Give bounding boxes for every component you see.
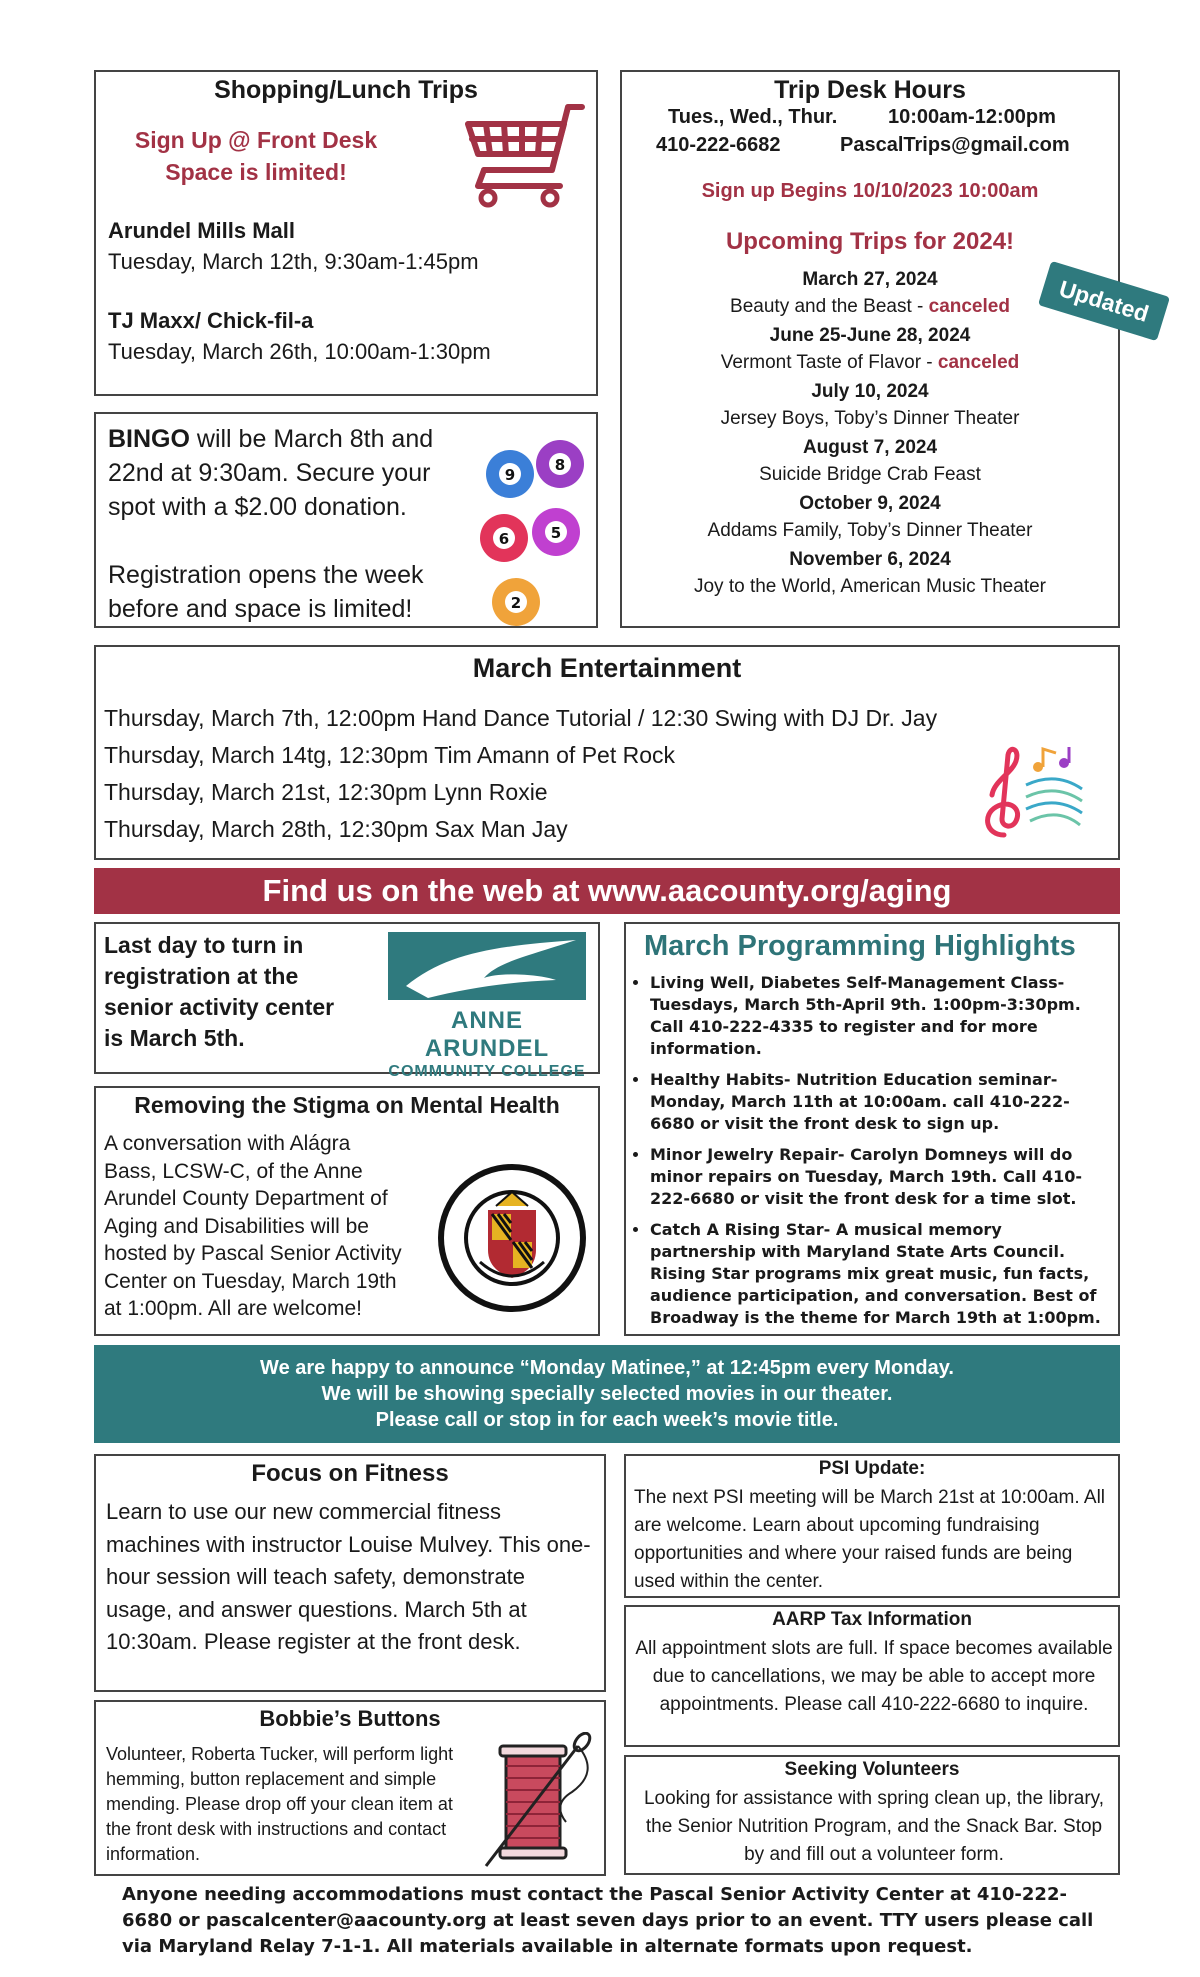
updated-badge: Updated — [1038, 261, 1170, 341]
programming-list — [626, 972, 1110, 1338]
aarp-box — [624, 1605, 1120, 1747]
buttons-title: Bobbie’s Buttons — [259, 1706, 441, 1731]
last-day-text: Last day to turn in registration at the senior activity center is March 5th. — [104, 932, 335, 1051]
shopping-title: Shopping/Lunch Trips — [214, 76, 478, 104]
shopping-signup — [106, 124, 406, 188]
trip-date: November 6, 2024 — [789, 549, 951, 570]
trip-date: October 9, 2024 — [799, 493, 941, 514]
trip-item — [622, 434, 1118, 490]
volunteers-title: Seeking Volunteers — [784, 1759, 960, 1780]
aarp-text: All appointment slots are full. If space becomes available due to cancellations, we may be able to accept more appointments. Please call 410-222-6680 to inquire. — [635, 1638, 1113, 1715]
programming-item: • Catch A Rising Star- A musical memory partnership with Maryland State Arts Council. Rising Star programs mix great music, fun facts, audience participation, and conversation. Best of Broadway is the theme for March 19th at 1:00pm. — [650, 1219, 1110, 1329]
trip-desk-title: Trip Desk Hours — [774, 76, 966, 104]
trip-event-name: Addams Family, Toby’s Dinner Theater — [707, 520, 1033, 541]
trip-event-name: Suicide Bridge Crab Feast — [759, 464, 981, 485]
shopping-trip-1 — [108, 218, 479, 275]
trip-date: March 27, 2024 — [802, 269, 938, 290]
shopping-signup-line-2: Space is limited! — [165, 159, 347, 185]
shopping-cart-icon — [456, 102, 586, 212]
bingo-details: will be March 8th and 22nd at 9:30am. Secure your spot with a $2.00 donation. — [108, 425, 434, 521]
buttons-box — [94, 1700, 606, 1876]
college-logo-icon — [388, 932, 586, 1000]
entertainment-line: Thursday, March 14tg, 12:30pm Tim Amann of Pet Rock — [104, 742, 676, 768]
web-banner: Find us on the web at www.aacounty.org/aging — [94, 868, 1120, 914]
music-notes-icon — [976, 745, 1088, 841]
trip-event-name: Beauty and the Beast - — [730, 296, 929, 317]
mental-health-box — [94, 1086, 600, 1336]
psi-title: PSI Update: — [818, 1458, 926, 1479]
trip-desk-phone: 410-222-6682 — [656, 134, 781, 156]
college-logo — [388, 932, 594, 1081]
county-seal-icon — [436, 1162, 588, 1314]
bingo-text-2: Registration opens the week before and space is limited! — [108, 561, 424, 623]
trip-event-name: Jersey Boys, Toby’s Dinner Theater — [720, 408, 1020, 429]
accommodations-footer: Anyone needing accommodations must contact the Pascal Senior Activity Center at 410-222-6680 or pascalcenter@aacounty.org at least seven days prior to an event. TTY users please call via Maryland Relay 7-1-1. All materials available in alternate formats upon request. — [122, 1884, 1094, 1957]
psi-box — [624, 1454, 1120, 1598]
trip-event-name: Joy to the World, American Music Theater — [693, 576, 1046, 597]
shopping-trips-box — [94, 70, 598, 396]
matinee-line-3: Please call or stop in for each week’s movie title. — [375, 1409, 839, 1431]
ball-number: 8 — [554, 456, 566, 474]
upcoming-trips-list — [622, 266, 1118, 602]
entertainment-line: Thursday, March 21st, 12:30pm Lynn Roxie — [104, 779, 548, 805]
matinee-line-1: We are happy to announce “Monday Matinee,” at 12:45pm every Monday. — [260, 1357, 954, 1379]
shopping-trip-1-time: Tuesday, March 12th, 9:30am-1:45pm — [108, 249, 479, 274]
trip-status: canceled — [937, 352, 1020, 373]
matinee-line-2: We will be showing specially selected movies in our theater. — [321, 1383, 893, 1405]
trip-item — [622, 490, 1118, 546]
bingo-balls-icon — [480, 440, 590, 630]
trip-desk-box — [620, 70, 1120, 628]
ball-number: 9 — [504, 466, 516, 484]
fitness-box — [94, 1454, 606, 1692]
trip-event-name: Vermont Taste of Flavor - — [720, 352, 938, 373]
entertainment-line: Thursday, March 7th, 12:00pm Hand Dance Tutorial / 12:30 Swing with DJ Dr. Jay — [104, 705, 938, 731]
mental-health-text: A conversation with Alágra Bass, LCSW-C, of the Anne Arundel County Department of Aging and Disabilities will be hosted by Pascal Senior Activity Center on Tuesday, March 19th at 1:00pm. All are welcome! — [104, 1132, 402, 1320]
trip-date: August 7, 2024 — [802, 437, 938, 458]
aarp-title: AARP Tax Information — [772, 1609, 972, 1630]
trip-item — [622, 322, 1118, 378]
programming-item: • Healthy Habits- Nutrition Education seminar- Monday, March 11th at 10:00am. call 410-222-6680 or visit the front desk to sign up. — [650, 1069, 1110, 1135]
trip-date: June 25-June 28, 2024 — [769, 325, 971, 346]
monday-matinee-banner — [94, 1345, 1120, 1443]
entertainment-title: March Entertainment — [472, 653, 742, 683]
shopping-trip-2-time: Tuesday, March 26th, 10:00am-1:30pm — [108, 339, 491, 364]
volunteers-text: Looking for assistance with spring clean up, the library, the Senior Nutrition Program, and the Snack Bar. Stop by and fill out a volunteer form. — [643, 1788, 1105, 1865]
trip-event — [622, 405, 1118, 434]
bingo-box — [94, 412, 598, 628]
college-logo-line-2: COMMUNITY COLLEGE — [388, 1063, 586, 1080]
trip-item — [622, 378, 1118, 434]
ball-number: 6 — [498, 530, 510, 548]
trip-event — [622, 573, 1118, 602]
bingo-text-1 — [108, 422, 468, 524]
trip-desk-signup-date: Sign up Begins 10/10/2023 10:00am — [701, 180, 1039, 202]
fitness-title: Focus on Fitness — [251, 1460, 449, 1487]
trip-desk-email: PascalTrips@gmail.com — [840, 134, 1070, 156]
buttons-text: Volunteer, Roberta Tucker, will perform light hemming, button replacement and simple mending. Please drop off your clean item at the front desk with instructions and contact information. — [106, 1744, 454, 1864]
upcoming-trips-title: Upcoming Trips for 2024! — [725, 228, 1015, 255]
trip-date: July 10, 2024 — [811, 381, 929, 402]
volunteers-box — [624, 1755, 1120, 1875]
trip-desk-hours: 10:00am-12:00pm — [888, 106, 1056, 128]
ball-number: 5 — [550, 524, 562, 542]
mental-health-title: Removing the Stigma on Mental Health — [134, 1092, 560, 1118]
psi-text: The next PSI meeting will be March 21st at 10:00am. All are welcome. Learn about upcoming fundraising opportunities and where your raised funds are being used within the center. — [634, 1487, 1106, 1592]
bingo-bold-word: BINGO — [108, 425, 190, 453]
entertainment-box — [94, 645, 1120, 860]
entertainment-line: Thursday, March 28th, 12:30pm Sax Man Jay — [104, 816, 568, 842]
thread-spool-icon — [482, 1732, 600, 1872]
shopping-trip-1-location: Arundel Mills Mall — [108, 218, 296, 243]
college-logo-line-1: ANNE ARUNDEL — [424, 1007, 550, 1062]
fitness-text: Learn to use our new commercial fitness machines with instructor Louise Mulvey. This one-hour session will teach safety, demonstrate usage, and answer questions. March 5th at 10:30am. Please register at the front desk. — [106, 1499, 591, 1654]
shopping-signup-line-1: Sign Up @ Front Desk — [134, 127, 378, 153]
trip-item — [622, 546, 1118, 602]
programming-box — [624, 922, 1120, 1336]
ball-number: 2 — [510, 594, 522, 612]
trip-status: canceled — [928, 296, 1010, 317]
trip-desk-days: Tues., Wed., Thur. — [668, 106, 838, 128]
trip-event — [622, 349, 1118, 378]
programming-item: • Living Well, Diabetes Self-Management Class- Tuesdays, March 5th-April 9th. 1:00pm-3:30pm. Call 410-222-4335 to register and for more information. — [650, 972, 1110, 1060]
trip-event — [622, 517, 1118, 546]
shopping-trip-2 — [108, 308, 491, 365]
programming-item: • Minor Jewelry Repair- Carolyn Domneys will do minor repairs on Tuesday, March 19th. Call 410-222-6680 or visit the front desk for a time slot. — [650, 1144, 1110, 1210]
last-day-box — [94, 922, 600, 1080]
programming-title: March Programming Highlights — [644, 930, 1076, 962]
shopping-trip-2-location: TJ Maxx/ Chick-fil-a — [108, 308, 314, 333]
trip-event — [622, 461, 1118, 490]
